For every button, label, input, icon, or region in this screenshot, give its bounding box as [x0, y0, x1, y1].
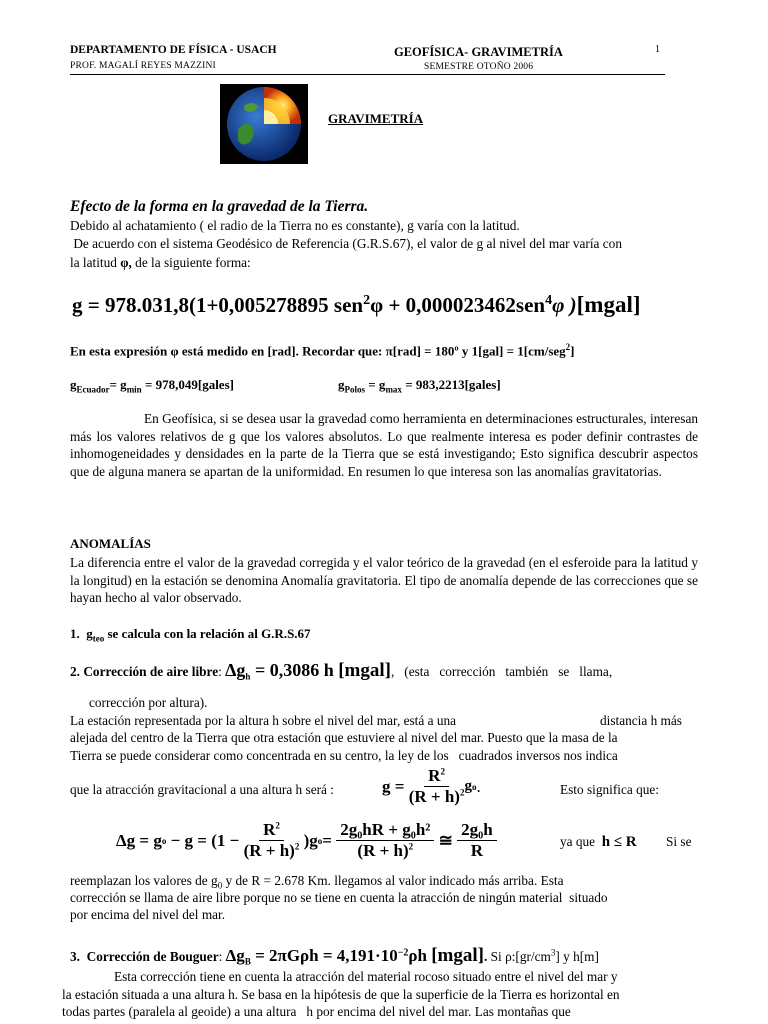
paragraph-line: De acuerdo con el sistema Geodésico de Referencia (G.R.S.67), el valor de g al nivel del mar varía con [70, 236, 622, 251]
paragraph-line: Tierra se puede considerar como concentrada en su centro, la ley de los cuadrados inversos nos indica [70, 748, 618, 763]
paragraph-line: reemplazan los valores de $g_0$ y de R = 2.678 Km. llegamos al valor indicado más arriba. Esta [70, 873, 564, 891]
paragraph-line: Esta corrección tiene en cuenta la atracción del material rocoso situado entre el nivel del mar y [114, 969, 618, 984]
page-number: 1 [655, 44, 660, 55]
paragraph-line: distancia h más [600, 713, 682, 728]
item-2-aire-libre: 2. Corrección de aire libre: $\Delta g_h = 0,3086$ h [mgal], (esta corrección también se llama, [70, 660, 613, 682]
paragraph-line: la latitud φ, de la siguiente forma: [70, 255, 251, 270]
document-title: GRAVIMETRÍA [328, 111, 424, 126]
gravity-formula: g = 978.031,8(1+0,005278895 sen$^2$φ + 0,000023462sen$^4$φ )[mgal] [72, 292, 641, 317]
paragraph-line: alejada del centro de la Tierra que otra estación que estuviere al nivel del mar. Puesto que la masa de la [70, 730, 618, 745]
header-professor: PROF. MAGALÍ REYES MAZZINI [70, 61, 216, 71]
expression-note: En esta expresión φ está medido en [rad]. Recordar que: π[rad] = 180º y 1[gal] = 1[cm/seg$^2$] [70, 342, 575, 359]
earth-cutaway-image [220, 84, 308, 164]
paragraph-line: ya que h ≤ R [560, 834, 637, 850]
header-rule [70, 74, 665, 75]
header-course: GEOFÍSICA- GRAVIMETRÍA [394, 45, 563, 59]
paragraph-line: la estación situada a una altura h. Se basa en la hipótesis de que la superficie de la Tierra es horizontal en [62, 987, 620, 1002]
g-ecuador: $g_{Ecuador}= g_{min}$ = 978,049[gales] [70, 377, 234, 395]
header-semester: SEMESTRE OTOÑO 2006 [424, 62, 534, 72]
header-department: DEPARTAMENTO DE FÍSICA - USACH [70, 44, 277, 56]
item-3-bouguer: 3. Corrección de Bouguer: $\Delta g_B = 2\pi G\rho h = 4,191\cdot 10^{-2}\rho h$ [mgal]. Si $\rho:[gr/cm^3]$ y h[m] [70, 945, 599, 967]
equation-g-altura: g = $\frac{R^2}{(R + h)^2}$ g o . [382, 766, 481, 806]
item-1: 1. $g_{teo}$ se calcula con la relación al G.R.S.67 [70, 626, 311, 644]
paragraph-line: Debido al achatamiento ( el radio de la Tierra no es constante), g varía con la latitud. [70, 218, 520, 233]
equation-delta-g: Δg = g o − g = (1 − $\frac{R^2}{(R + h)^2}$ )g o = $\frac{\text{2g₀hR + g₀h²}}{(R + h)^2}$ ≅ $\frac{\text{2g₀h}}{R}$ [116, 820, 497, 861]
section-heading-anomalias: ANOMALÍAS [70, 536, 151, 551]
paragraph-line: Si se [666, 834, 692, 849]
g-polos: $g_{Polos} = g_{max}$ = 983,2213[gales] [338, 377, 501, 395]
paragraph-line: Esto significa que: [560, 782, 659, 797]
paragraph-line: que la atracción gravitacional a una altura h será : [70, 782, 334, 797]
section-heading-forma: Efecto de la forma en la gravedad de la Tierra. [70, 198, 369, 215]
paragraph-geofisica: En Geofísica, si se desea usar la gravedad como herramienta en determinaciones estructurales, interesan más los valores relativos de g que los valores absolutos. Lo que realmente interesa es poder definir contrastes de inhomogeneidades y densidades en la parte de la Tierra que se está investigando; Esto significa descubrir aspectos que de alguna manera se apartan de la uniformidad. En resumen lo que interesa son las anomalías gravitatorias. [70, 411, 698, 479]
paragraph-line: todas partes (paralela al geoide) a una altura h por encima del nivel del mar. Las montañas que [62, 1004, 571, 1019]
paragraph-line: La estación representada por la altura h sobre el nivel del mar, está a una [70, 713, 457, 728]
paragraph-line: por encima del nivel del mar. [70, 907, 226, 922]
paragraph-anomalias: La diferencia entre el valor de la gravedad corregida y el valor teórico de la gravedad (en el esferoide para la latitud y la longitud) en la estación se denomina Anomalía gravitatoria. El tipo de anomalía depende de las correcciones que se hayan hecho al valor observado. [70, 555, 698, 606]
item-2-note-cont: corrección por altura). [89, 695, 208, 710]
paragraph-line: corrección se llama de aire libre porque no se tiene en cuenta la atracción de ningún material situado [70, 890, 608, 905]
